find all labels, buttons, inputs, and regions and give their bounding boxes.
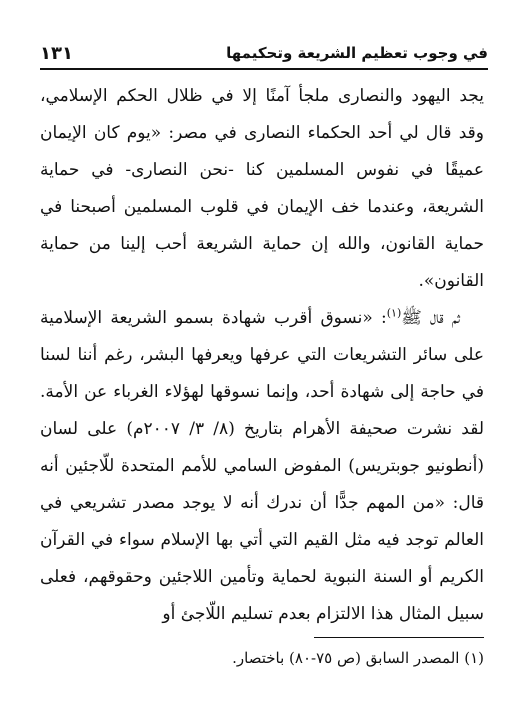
paragraph-1: يجد اليهود والنصارى ملجأ آمنًا إلا في ظلال الحكم الإسلامي، وقد قال لي أحد الحكماء النصارى في مصر: «يوم كان الإيمان عميقًا في نفوس المسلمين كنا -نحن النصارى- في حماية الشريعة، وعندما خف الإيمان في قلوب المسلمين أصبحنا في حماية القانون، والله إن حماية الشريعة أحب إلينا من حماية القانون».	[40, 86, 484, 291]
paragraph-2	[40, 300, 484, 633]
paragraph-2-start: ثم قال ﷺ	[401, 308, 460, 328]
header-rule	[40, 68, 488, 70]
footnote: (١) المصدر السابق (ص ٧٥-٨٠) باختصار.	[232, 649, 484, 667]
running-title: في وجوب تعظيم الشريعة وتحكيمها	[226, 44, 488, 62]
paragraph-2-rest: : «نسوق أقرب شهادة بسمو الشريعة الإسلامية على سائر التشريعات التي عرفها ويعرفها البشر، رغم أننا لسنا في حاجة إلى شهادة أحد، وإنما نسوقها لهؤلاء الغرباء عن الأمة. لقد نشرت صحيفة الأهرام بتاريخ (٨/ ٣/ ٢٠٠٧م) على لسان (أنطونيو جوبتريس) المفوض السامي للأمم المتحدة للّاجئين أنه قال: «من المهم جدًّا أن ندرك أنه لا يوجد مصدر تشريعي في العالم توجد فيه مثل القيم التي أتي بها الإسلام سواء في القرآن الكريم أو السنة النبوية لحماية وتأمين اللاجئين وحقوقهم، فعلى سبيل المثال هذا الالتزام بعدم تسليم اللّاجئ أو	[40, 308, 485, 624]
footnote-rule	[314, 637, 484, 638]
page-header	[40, 40, 488, 66]
body-text	[40, 78, 484, 633]
page-number: ١٣١	[40, 42, 73, 64]
footnote-marker: (١)	[386, 306, 402, 320]
